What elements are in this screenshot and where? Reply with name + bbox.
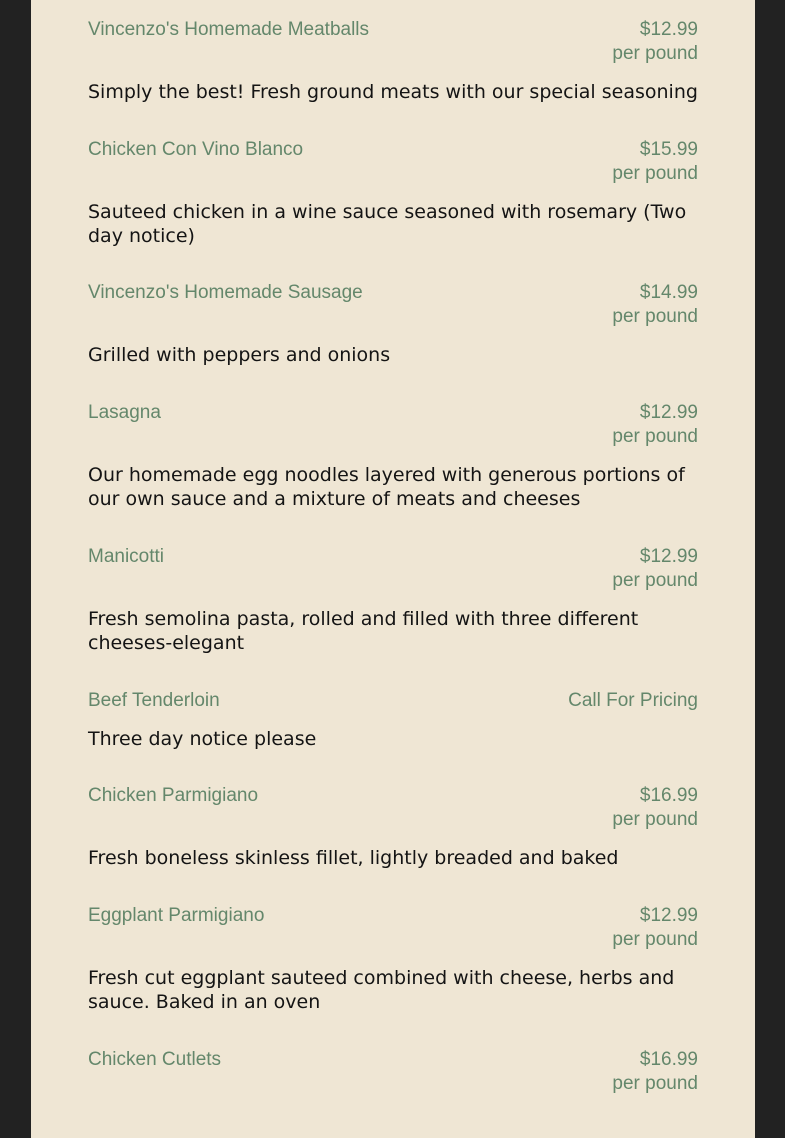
price-unit: per pound bbox=[612, 1073, 698, 1094]
price-value: $12.99 bbox=[639, 546, 698, 567]
price-value: $12.99 bbox=[639, 19, 698, 40]
item-name: Chicken Con Vino Blanco bbox=[88, 139, 304, 160]
item-name: Manicotti bbox=[88, 546, 165, 567]
price-value: $16.99 bbox=[639, 1049, 698, 1070]
item-price bbox=[612, 18, 698, 66]
price-unit: per pound bbox=[612, 163, 698, 184]
item-name: Vincenzo's Homemade Sausage bbox=[88, 282, 363, 303]
item-price bbox=[568, 689, 698, 713]
price-value: $12.99 bbox=[639, 905, 698, 926]
item-description: Our homemade egg noodles layered with generous portions of our own sauce and a mixture of meats and cheeses bbox=[88, 464, 685, 510]
price-value: Call For Pricing bbox=[568, 690, 698, 711]
item-price bbox=[612, 904, 698, 952]
item-price bbox=[612, 401, 698, 449]
price-unit: per pound bbox=[612, 43, 698, 64]
item-description: Simply the best! Fresh ground meats with our special seasoning bbox=[88, 81, 698, 103]
price-unit: per pound bbox=[612, 929, 698, 950]
price-value: $14.99 bbox=[639, 282, 698, 303]
price-unit: per pound bbox=[612, 306, 698, 327]
item-name: Chicken Parmigiano bbox=[88, 785, 259, 806]
item-name: Beef Tenderloin bbox=[88, 690, 220, 711]
item-description: Fresh cut eggplant sauteed combined with cheese, herbs and sauce. Baked in an oven bbox=[88, 967, 675, 1013]
item-description: Fresh semolina pasta, rolled and filled with three different cheeses-elegant bbox=[88, 608, 639, 654]
item-name: Vincenzo's Homemade Meatballs bbox=[88, 19, 370, 40]
item-price bbox=[612, 784, 698, 832]
item-price bbox=[612, 545, 698, 593]
item-name: Chicken Cutlets bbox=[88, 1049, 222, 1070]
item-name: Lasagna bbox=[88, 402, 161, 423]
price-unit: per pound bbox=[612, 426, 698, 447]
item-price bbox=[612, 138, 698, 186]
price-value: $15.99 bbox=[639, 139, 698, 160]
menu-panel bbox=[31, 0, 755, 1138]
item-price bbox=[612, 281, 698, 329]
item-description: Grilled with peppers and onions bbox=[88, 344, 391, 366]
item-description: Three day notice please bbox=[88, 728, 317, 750]
price-value: $12.99 bbox=[639, 402, 698, 423]
price-value: $16.99 bbox=[639, 785, 698, 806]
price-unit: per pound bbox=[612, 809, 698, 830]
item-description: Sauteed chicken in a wine sauce seasoned with rosemary (Two day notice) bbox=[88, 201, 687, 247]
item-price bbox=[612, 1048, 698, 1096]
price-unit: per pound bbox=[612, 570, 698, 591]
item-name: Eggplant Parmigiano bbox=[88, 905, 265, 926]
item-description: Fresh boneless skinless fillet, lightly breaded and baked bbox=[88, 847, 619, 869]
